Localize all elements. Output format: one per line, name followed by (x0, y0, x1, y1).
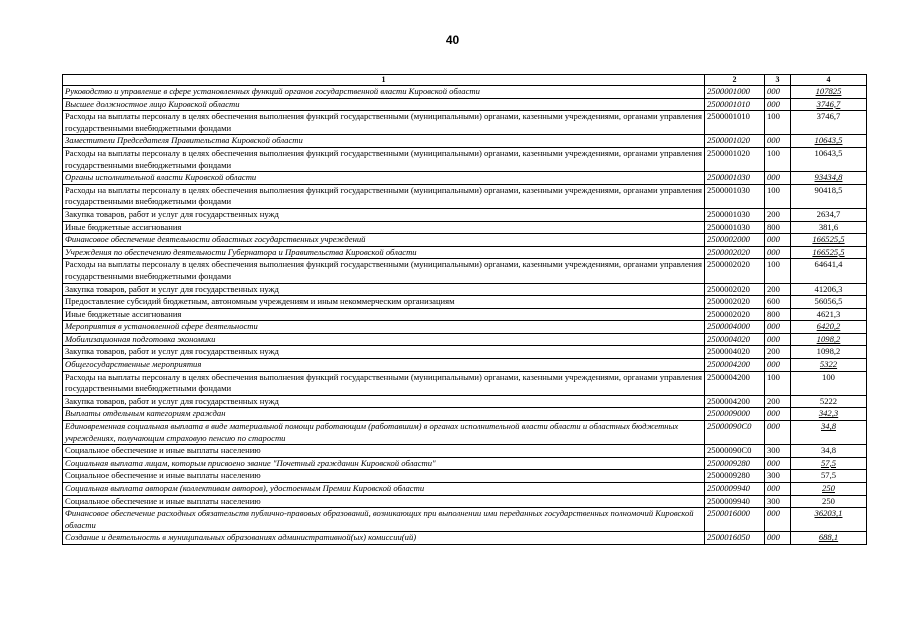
table-row (63, 259, 867, 283)
row-code-cell: 2500004200 (705, 359, 765, 372)
row-sum-cell: 41206,3 (791, 283, 867, 296)
row-name-cell: Расходы на выплаты персоналу в целях обеспечения выполнения функций государственными (муниципальными) органами, казенными учреждениями, органами управления государственными внебюджетными фондами (63, 111, 705, 135)
row-code-cell: 2500004020 (705, 333, 765, 346)
row-name-cell: Социальная выплата лицам, которым присвоено звание "Почетный гражданин Кировской области" (63, 457, 705, 470)
row-type-cell: 100 (765, 259, 791, 283)
row-sum-cell: 57,5 (791, 457, 867, 470)
row-type-cell: 000 (765, 532, 791, 545)
table-row (63, 483, 867, 496)
table-row (63, 86, 867, 99)
row-name-cell: Высшее должностное лицо Кировской области (63, 98, 705, 111)
row-type-cell: 300 (765, 470, 791, 483)
row-type-cell: 100 (765, 147, 791, 171)
row-name-cell: Заместители Председателя Правительства Кировской области (63, 135, 705, 148)
table-row (63, 283, 867, 296)
row-sum-cell: 90418,5 (791, 184, 867, 208)
row-name-cell: Закупка товаров, работ и услуг для государственных нужд (63, 395, 705, 408)
row-name-cell: Закупка товаров, работ и услуг для государственных нужд (63, 208, 705, 221)
row-code-cell: 2500009280 (705, 457, 765, 470)
row-code-cell: 2500002020 (705, 259, 765, 283)
row-code-cell: 2500009940 (705, 483, 765, 496)
row-sum-cell: 1098,2 (791, 333, 867, 346)
row-type-cell: 000 (765, 508, 791, 532)
row-type-cell: 000 (765, 333, 791, 346)
row-type-cell: 000 (765, 234, 791, 247)
row-code-cell: 2500002000 (705, 234, 765, 247)
row-type-cell: 100 (765, 184, 791, 208)
row-code-cell: 2500004000 (705, 321, 765, 334)
row-type-cell: 000 (765, 457, 791, 470)
row-name-cell: Руководство и управление в сфере установленных функций органов государственной власти Кировской области (63, 86, 705, 99)
table-row (63, 532, 867, 545)
row-name-cell: Органы исполнительной власти Кировской области (63, 172, 705, 185)
table-row (63, 371, 867, 395)
row-name-cell: Расходы на выплаты персоналу в целях обеспечения выполнения функций государственными (муниципальными) органами, казенными учреждениями, органами управления государственными внебюджетными фондами (63, 147, 705, 171)
row-sum-cell: 381,6 (791, 221, 867, 234)
row-code-cell: 2500001020 (705, 135, 765, 148)
table-row (63, 308, 867, 321)
row-type-cell: 000 (765, 483, 791, 496)
table-row (63, 98, 867, 111)
row-type-cell: 200 (765, 395, 791, 408)
row-code-cell: 2500002020 (705, 308, 765, 321)
row-code-cell: 25000090С0 (705, 421, 765, 445)
row-type-cell: 200 (765, 283, 791, 296)
row-code-cell: 2500001030 (705, 208, 765, 221)
table-row (63, 135, 867, 148)
row-name-cell: Иные бюджетные ассигнования (63, 221, 705, 234)
row-name-cell: Учреждения по обеспечению деятельности Губернатора и Правительства Кировской области (63, 246, 705, 259)
row-code-cell: 2500001020 (705, 147, 765, 171)
row-name-cell: Расходы на выплаты персоналу в целях обеспечения выполнения функций государственными (муниципальными) органами, казенными учреждениями, органами управления государственными внебюджетными фондами (63, 184, 705, 208)
row-code-cell: 2500004200 (705, 395, 765, 408)
row-type-cell: 200 (765, 346, 791, 359)
row-name-cell: Мероприятия в установленной сфере деятельности (63, 321, 705, 334)
row-sum-cell: 10643,5 (791, 135, 867, 148)
row-sum-cell: 5322 (791, 359, 867, 372)
row-code-cell: 2500004200 (705, 371, 765, 395)
row-name-cell: Общегосударственные мероприятия (63, 359, 705, 372)
row-code-cell: 2500016050 (705, 532, 765, 545)
row-sum-cell: 56056,5 (791, 296, 867, 309)
row-type-cell: 100 (765, 111, 791, 135)
row-sum-cell: 5222 (791, 395, 867, 408)
row-type-cell: 200 (765, 208, 791, 221)
table-row (63, 346, 867, 359)
row-name-cell: Финансовое обеспечение расходных обязательств публично-правовых образований, возникающих при выполнении ими переданных государственных полномочий Кировской области (63, 508, 705, 532)
row-code-cell: 2500004020 (705, 346, 765, 359)
row-sum-cell: 250 (791, 495, 867, 508)
row-sum-cell: 100 (791, 371, 867, 395)
table-row (63, 208, 867, 221)
table-row (63, 111, 867, 135)
row-sum-cell: 6420,2 (791, 321, 867, 334)
row-type-cell: 000 (765, 86, 791, 99)
table-row (63, 457, 867, 470)
row-type-cell: 000 (765, 408, 791, 421)
row-type-cell: 800 (765, 308, 791, 321)
row-sum-cell: 34,8 (791, 445, 867, 458)
row-code-cell: 2500002020 (705, 296, 765, 309)
row-code-cell: 2500001010 (705, 98, 765, 111)
row-code-cell: 2500009000 (705, 408, 765, 421)
row-name-cell: Расходы на выплаты персоналу в целях обеспечения выполнения функций государственными (муниципальными) органами, казенными учреждениями, органами управления государственными внебюджетными фондами (63, 259, 705, 283)
row-sum-cell: 36203,1 (791, 508, 867, 532)
row-type-cell: 000 (765, 246, 791, 259)
row-type-cell: 000 (765, 98, 791, 111)
row-code-cell: 2500009280 (705, 470, 765, 483)
row-type-cell: 300 (765, 445, 791, 458)
row-name-cell: Финансовое обеспечение деятельности областных государственных учреждений (63, 234, 705, 247)
table-body (63, 86, 867, 545)
table-row (63, 359, 867, 372)
row-sum-cell: 2634,7 (791, 208, 867, 221)
table-row (63, 508, 867, 532)
row-name-cell: Социальное обеспечение и иные выплаты населению (63, 495, 705, 508)
row-name-cell: Закупка товаров, работ и услуг для государственных нужд (63, 283, 705, 296)
row-type-cell: 000 (765, 421, 791, 445)
table-row (63, 495, 867, 508)
table-row (63, 470, 867, 483)
header-col-code: 2 (705, 75, 765, 86)
table-row (63, 408, 867, 421)
row-sum-cell: 93434,8 (791, 172, 867, 185)
row-name-cell: Единовременная социальная выплата в виде материальной помощи работающим (работавшим) в органах исполнительной власти области и областных бюджетных учреждениях, получающим страховую пенсию по старости (63, 421, 705, 445)
header-col-name: 1 (63, 75, 705, 86)
row-code-cell: 2500001030 (705, 221, 765, 234)
table-row (63, 445, 867, 458)
row-sum-cell: 10643,5 (791, 147, 867, 171)
row-type-cell: 100 (765, 371, 791, 395)
row-type-cell: 800 (765, 221, 791, 234)
table-row (63, 296, 867, 309)
row-type-cell: 300 (765, 495, 791, 508)
row-name-cell: Социальное обеспечение и иные выплаты населению (63, 445, 705, 458)
row-name-cell: Предоставление субсидий бюджетным, автономным учреждениям и иным некоммерческим организациям (63, 296, 705, 309)
row-sum-cell: 57,5 (791, 470, 867, 483)
row-code-cell: 2500001010 (705, 111, 765, 135)
table-row (63, 172, 867, 185)
budget-table (62, 74, 867, 545)
row-type-cell: 000 (765, 135, 791, 148)
row-sum-cell: 342,3 (791, 408, 867, 421)
row-sum-cell: 1098,2 (791, 346, 867, 359)
row-sum-cell: 34,8 (791, 421, 867, 445)
row-sum-cell: 4621,3 (791, 308, 867, 321)
row-sum-cell: 3746,7 (791, 111, 867, 135)
row-sum-cell: 107825 (791, 86, 867, 99)
table-row (63, 234, 867, 247)
row-sum-cell: 3746,7 (791, 98, 867, 111)
row-name-cell: Создание и деятельность в муниципальных образованиях административной(ых) комиссии(ий) (63, 532, 705, 545)
page-number: 40 (445, 33, 460, 47)
table-row (63, 321, 867, 334)
row-sum-cell: 688,1 (791, 532, 867, 545)
row-name-cell: Закупка товаров, работ и услуг для государственных нужд (63, 346, 705, 359)
table-header-row (63, 75, 867, 86)
row-code-cell: 2500016000 (705, 508, 765, 532)
row-code-cell: 2500002020 (705, 246, 765, 259)
row-sum-cell: 166525,5 (791, 234, 867, 247)
row-type-cell: 000 (765, 359, 791, 372)
table-row (63, 395, 867, 408)
row-name-cell: Иные бюджетные ассигнования (63, 308, 705, 321)
table-row (63, 147, 867, 171)
row-type-cell: 000 (765, 172, 791, 185)
row-code-cell: 2500001030 (705, 184, 765, 208)
row-type-cell: 000 (765, 321, 791, 334)
row-name-cell: Социальная выплата авторам (коллективам авторов), удостоенным Премии Кировской области (63, 483, 705, 496)
row-sum-cell: 166525,5 (791, 246, 867, 259)
row-code-cell: 2500009940 (705, 495, 765, 508)
row-code-cell: 2500001000 (705, 86, 765, 99)
row-code-cell: 2500002020 (705, 283, 765, 296)
row-name-cell: Мобилизационная подготовка экономики (63, 333, 705, 346)
row-name-cell: Расходы на выплаты персоналу в целях обеспечения выполнения функций государственными (муниципальными) органами, казенными учреждениями, органами управления государственными внебюджетными фондами (63, 371, 705, 395)
row-code-cell: 2500001030 (705, 172, 765, 185)
table-row (63, 246, 867, 259)
table-row (63, 221, 867, 234)
row-name-cell: Выплаты отдельным категориям граждан (63, 408, 705, 421)
row-sum-cell: 250 (791, 483, 867, 496)
header-col-type: 3 (765, 75, 791, 86)
row-type-cell: 600 (765, 296, 791, 309)
table-row (63, 184, 867, 208)
row-name-cell: Социальное обеспечение и иные выплаты населению (63, 470, 705, 483)
header-col-sum: 4 (791, 75, 867, 86)
row-sum-cell: 64641,4 (791, 259, 867, 283)
table-row (63, 421, 867, 445)
row-code-cell: 25000090С0 (705, 445, 765, 458)
table-row (63, 333, 867, 346)
